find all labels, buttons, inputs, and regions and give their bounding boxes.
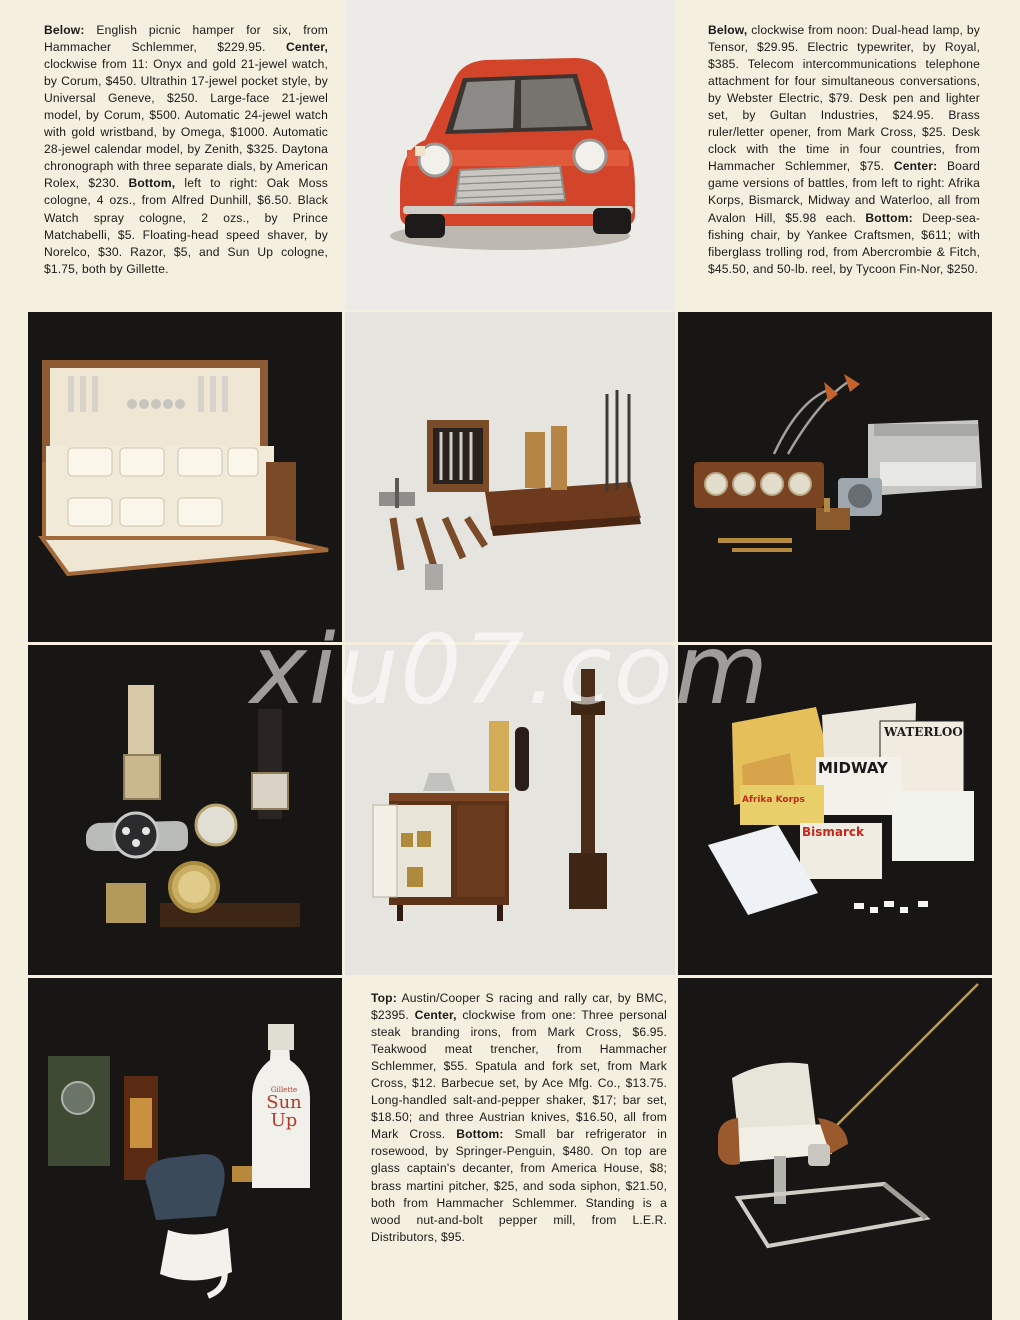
caption-panel-top-left (28, 0, 342, 310)
caption-section-label: Center: (893, 159, 938, 174)
caption-section-text: clockwise from noon: Dual-head lamp, by Tensor, $29.95. Electric typewriter, by Royal, $385. Telecom intercommunications telephone attachment for four simultaneous conversations, by Webster Electric, $79. Desk pen and lighter set, by Gultan Industries, $24.95. Brass ruler/letter opener, from Mark Cross, $25. Desk clock with the time in four countries, from Hammacher Schlemmer, $75. (708, 23, 980, 174)
caption-top-right (708, 22, 980, 278)
photo-picnic-hamper (28, 312, 342, 642)
photo-fishing-chair (678, 978, 992, 1320)
photo-austin-cooper (345, 0, 675, 310)
caption-section-text: Austin/Cooper S racing and rally car, by BMC, $2395. (371, 991, 667, 1023)
caption-section-label: Bottom, (128, 176, 176, 191)
photo-toiletries (28, 978, 342, 1320)
afrika-korps-box-title: Afrika Korps (742, 795, 805, 805)
caption-section-label: Below: (44, 23, 85, 37)
photo-board-games (678, 645, 992, 975)
caption-section-text: clockwise from one: Three personal steak branding irons, from Mark Cross, $6.95. Teakwood meat trencher, from Hammacher Schlemmer, $55. Spatula and fork set, from Mark Cross, $12. Barbecue set, by Ace Mfg. Co., $13.75. Long-handled salt-and-pepper shaker, $17; bar set, $18.50; and three Austrian knives, $16.50, all from Mark Cross. (371, 1008, 667, 1142)
caption-section-label: Bottom: (865, 210, 913, 225)
watermark-text: xiu07.com (250, 614, 771, 726)
midway-box-title: MIDWAY (818, 759, 888, 777)
sunup-brand-label: Gillette (270, 1086, 298, 1094)
caption-panel-top-right (678, 0, 992, 310)
bismarck-box-title: Bismarck (802, 825, 865, 839)
photo-bar-refrigerator (345, 645, 675, 975)
caption-panel-bottom-center (345, 978, 675, 1320)
sunup-label-line2: Up (270, 1110, 298, 1131)
caption-section-label: Bottom: (456, 1127, 504, 1142)
photo-desk-accessories (678, 312, 992, 642)
caption-section-label: Top: (371, 991, 397, 1005)
sunup-label-line1: Sun (266, 1092, 302, 1113)
waterloo-box-title: WATERLOO (884, 725, 963, 739)
caption-bottom-center (371, 990, 667, 1246)
caption-top-left (44, 22, 328, 278)
caption-section-text: Small bar refrigerator in rosewood, by Springer-Penguin, $480. On top are glass captain's decanter, from America House, $8; brass martini pitcher, $25, and soda siphon, $21.50, both from Hammacher Schlemmer. Standing is a wood nut-and-bolt pepper mill, from L.E.R. Distributors, $95. (371, 1127, 667, 1244)
caption-section-label: Below, (708, 23, 748, 37)
caption-section-text: English picnic hamper for six, from Hammacher Schlemmer, $229.95. (44, 23, 328, 55)
caption-section-text: Deep-sea-fishing chair, by Yankee Craftsmen, $611; with fiberglass trolling rod, from Abercrombie & Fitch, $45.50, and 50-lb. reel, by Tycoon Fin-Nor, $250. (708, 210, 981, 276)
photo-watches (28, 645, 342, 975)
caption-section-text: clockwise from 11: Onyx and gold 21-jewel watch, by Corum, $450. Ultrathin 17-jewel pocket style, by Universal Geneve, $250. Large-face 21-jewel model, by Corum, $500. Automatic 24-jewel watch with gold wristband, by Omega, $1000. Automatic 28-jewel calendar model, by Zenith, $325. Daytona chronograph with three separate dials, by American Rolex, $230. (44, 57, 328, 191)
photo-barbecue-set (345, 312, 675, 642)
caption-section-label: Center, (285, 40, 328, 55)
caption-section-label: Center, (414, 1008, 457, 1023)
caption-section-text: Board game versions of battles, from left to right: Afrika Korps, Bismarck, Midway and Waterloo, all from Avalon Hill, $5.98 each. (708, 159, 980, 225)
caption-section-text: left to right: Oak Moss cologne, 4 ozs., from Alfred Dunhill, $6.50. Black Watch spray cologne, 2 ozs., by Prince Matchabelli, $5. Floating-head speed shaver, by Norelco, $30. Razor, $5, and Sun Up cologne, $1.75, both by Gillette. (44, 176, 328, 276)
